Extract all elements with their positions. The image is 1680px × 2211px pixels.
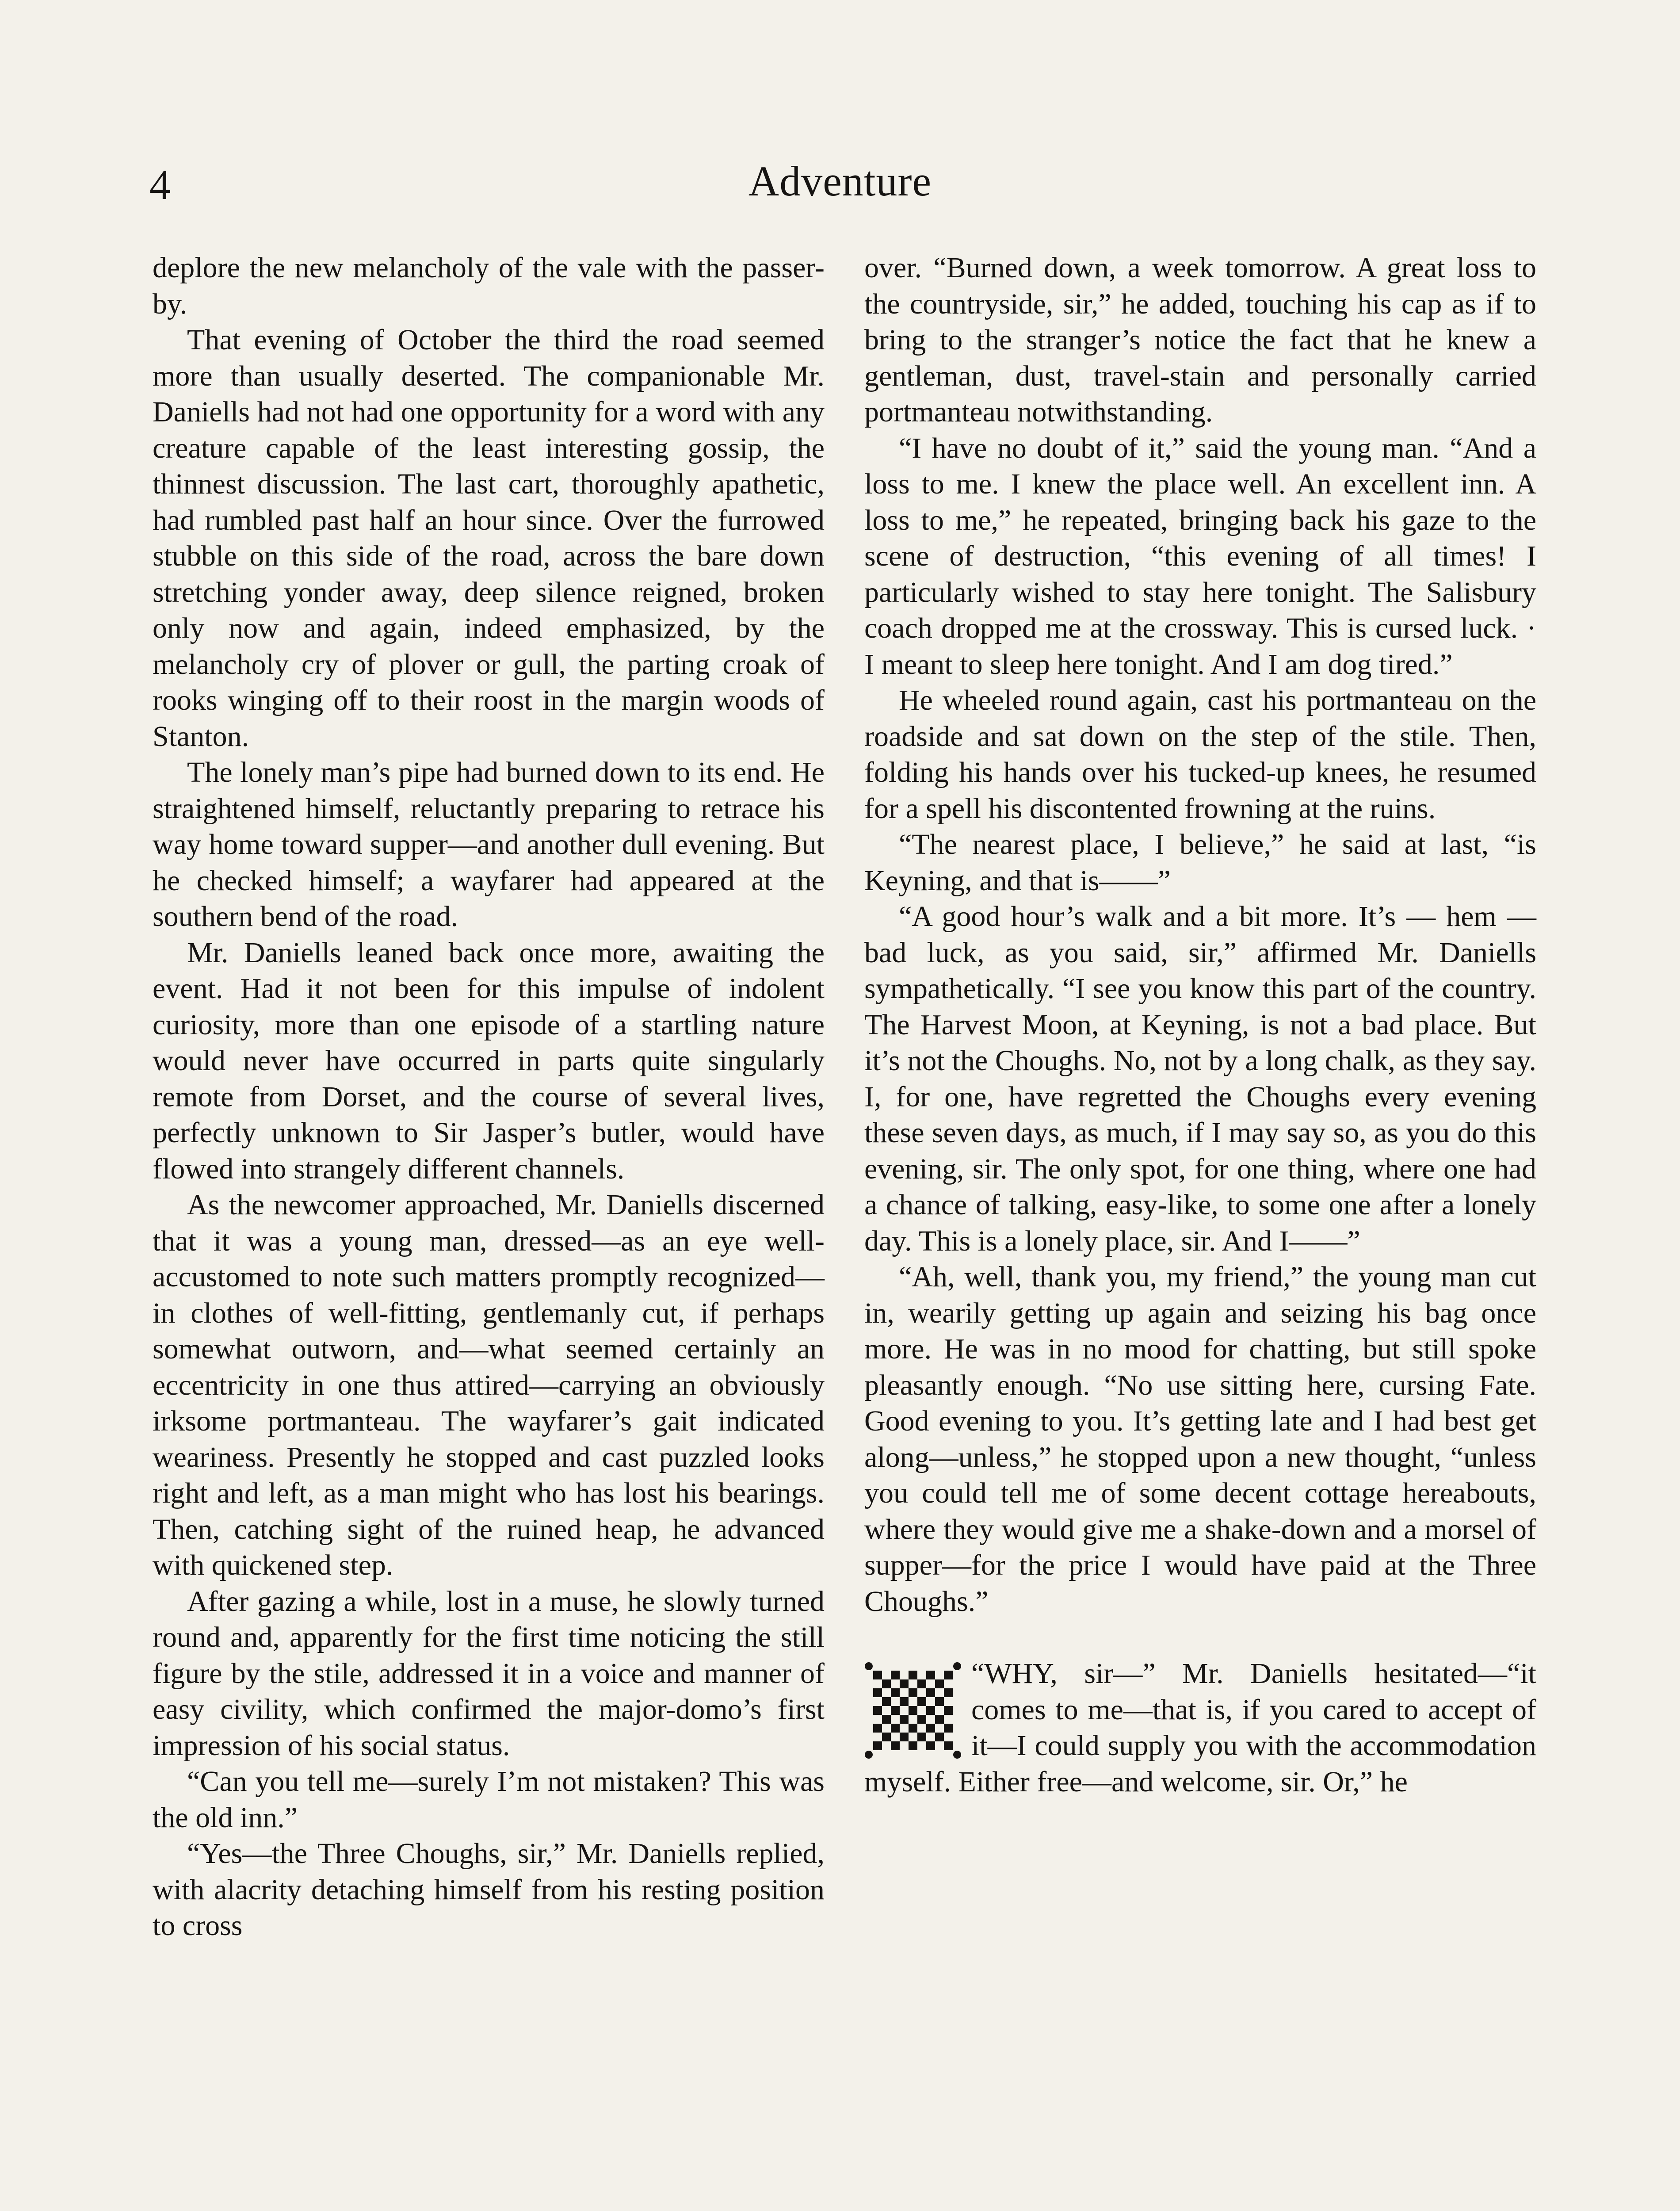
page-number: 4 <box>149 161 171 208</box>
running-head: Adventure <box>748 157 932 205</box>
paragraph: After gazing a while, lost in a muse, he slowly turned round and, apparently for the first time noticing the still figure by the stile, addressed it in a voice and manner of easy civility, which confirmed the major-domo’s first impression of his social status. <box>153 1585 825 1762</box>
checkerboard-ornament-icon <box>864 1662 962 1759</box>
paragraph: deplore the new melancholy of the vale with the passer-by. <box>153 252 825 320</box>
paragraph: “WHY, sir—” Mr. Daniells hesitated—“it comes to me—that is, if you cared to accept of it—I could supply you with the accommodation myself. Either free—and welcome, sir. Or,” he <box>864 1657 1536 1798</box>
paragraph: over. “Burned down, a week tomorrow. A great loss to the countryside, sir,” he added, touching his cap as if to bring to the stranger’s notice the fact that he knew a gentleman, dust, travel-stain and personally carried portmanteau notwithstanding. <box>864 252 1536 428</box>
paragraph: “The nearest place, I believe,” he said at last, “is Keyning, and that is——” <box>864 828 1536 897</box>
paragraph: “I have no doubt of it,” said the young man. “And a loss to me. I knew the place well. An excellent inn. A loss to me,” he repeated, bringing back his gaze to the scene of destruction, “this evening of all times! I particularly wished to stay here tonight. The Salisbury coach dropped me at the crossway. This is cursed luck. · I meant to sleep here tonight. And I am dog tired.” <box>864 432 1536 681</box>
right-column <box>864 250 1536 1800</box>
paragraph: That evening of October the third the road seemed more than usually deserted. The companionable Mr. Daniells had not had one opportunity for a word with any creature capable of the least interesting gossip, the thinnest discussion. The last cart, thoroughly apathetic, had rumbled past half an hour since. Over the furrowed stubble on this side of the road, across the bare down stretching yonder away, deep silence reigned, broken only now and again, indeed emphasized, by the melancholy cry of plover or gull, the parting croak of rooks winging off to their roost in the margin woods of Stanton. <box>153 324 825 753</box>
paragraph: Mr. Daniells leaned back once more, awaiting the event. Had it not been for this impulse of indolent curiosity, more than one episode of a startling nature would never have occurred in parts quite singularly remote from Dorset, and the course of several lives, perfectly unknown to Sir Jasper’s butler, would have flowed into strangely different channels. <box>153 936 825 1185</box>
section-break <box>864 1656 1536 1800</box>
paragraph: He wheeled round again, cast his portmanteau on the roadside and sat down on the step of the stile. Then, folding his hands over his tucked-up knees, he resumed for a spell his discontented frowning at the ruins. <box>864 684 1536 825</box>
paragraph: “Can you tell me—surely I’m not mistaken? This was the old inn.” <box>153 1765 825 1834</box>
paragraph: “A good hour’s walk and a bit more. It’s — hem — bad luck, as you said, sir,” affirmed Mr. Daniells sympathetically. “I see you know this part of the country. The Harvest Moon, at Keyning, is not a bad place. But it’s not the Choughs. No, not by a long chalk, as they say. I, for one, have regretted the Choughs every evening these seven days, as much, if I may say so, as you do this evening, sir. The only spot, for one thing, where one had a chance of talking, easy-like, to some one after a lonely day. This is a lonely place, sir. And I——” <box>864 900 1536 1257</box>
checkerboard-ornament-graphic <box>864 1662 962 1759</box>
left-column <box>153 250 825 1944</box>
paragraph: The lonely man’s pipe had burned down to its end. He straightened himself, reluctantly preparing to retrace his way home toward supper—and another dull evening. But he checked himself; a wayfarer had appeared at the southern bend of the road. <box>153 756 825 933</box>
paragraph: “Yes—the Three Choughs, sir,” Mr. Daniells replied, with alacrity detaching himself from his resting position to cross <box>153 1837 825 1942</box>
paragraph: “Ah, well, thank you, my friend,” the young man cut in, wearily getting up again and seizing his bag once more. He was in no mood for chatting, but still spoke pleasantly enough. “No use sitting here, cursing Fate. Good evening to you. It’s getting late and I had best get along—unless,” he stopped upon a new thought, “unless you could tell me of some decent cottage hereabouts, where they would give me a shake-down and a morsel of supper—for the price I would have paid at the Three Choughs.” <box>864 1261 1536 1618</box>
paragraph: As the newcomer approached, Mr. Daniells discerned that it was a young man, dressed—as an eye well-accustomed to note such matters promptly recognized—in clothes of well-fitting, gentlemanly cut, if perhaps somewhat outworn, and—what seemed certainly an eccentricity in one thus attired—carrying an obviously irksome portmanteau. The wayfarer’s gait indicated weariness. Presently he stopped and cast puzzled looks right and left, as a man might who has lost his bearings. Then, catching sight of the ruined heap, he advanced with quickened step. <box>153 1189 825 1581</box>
